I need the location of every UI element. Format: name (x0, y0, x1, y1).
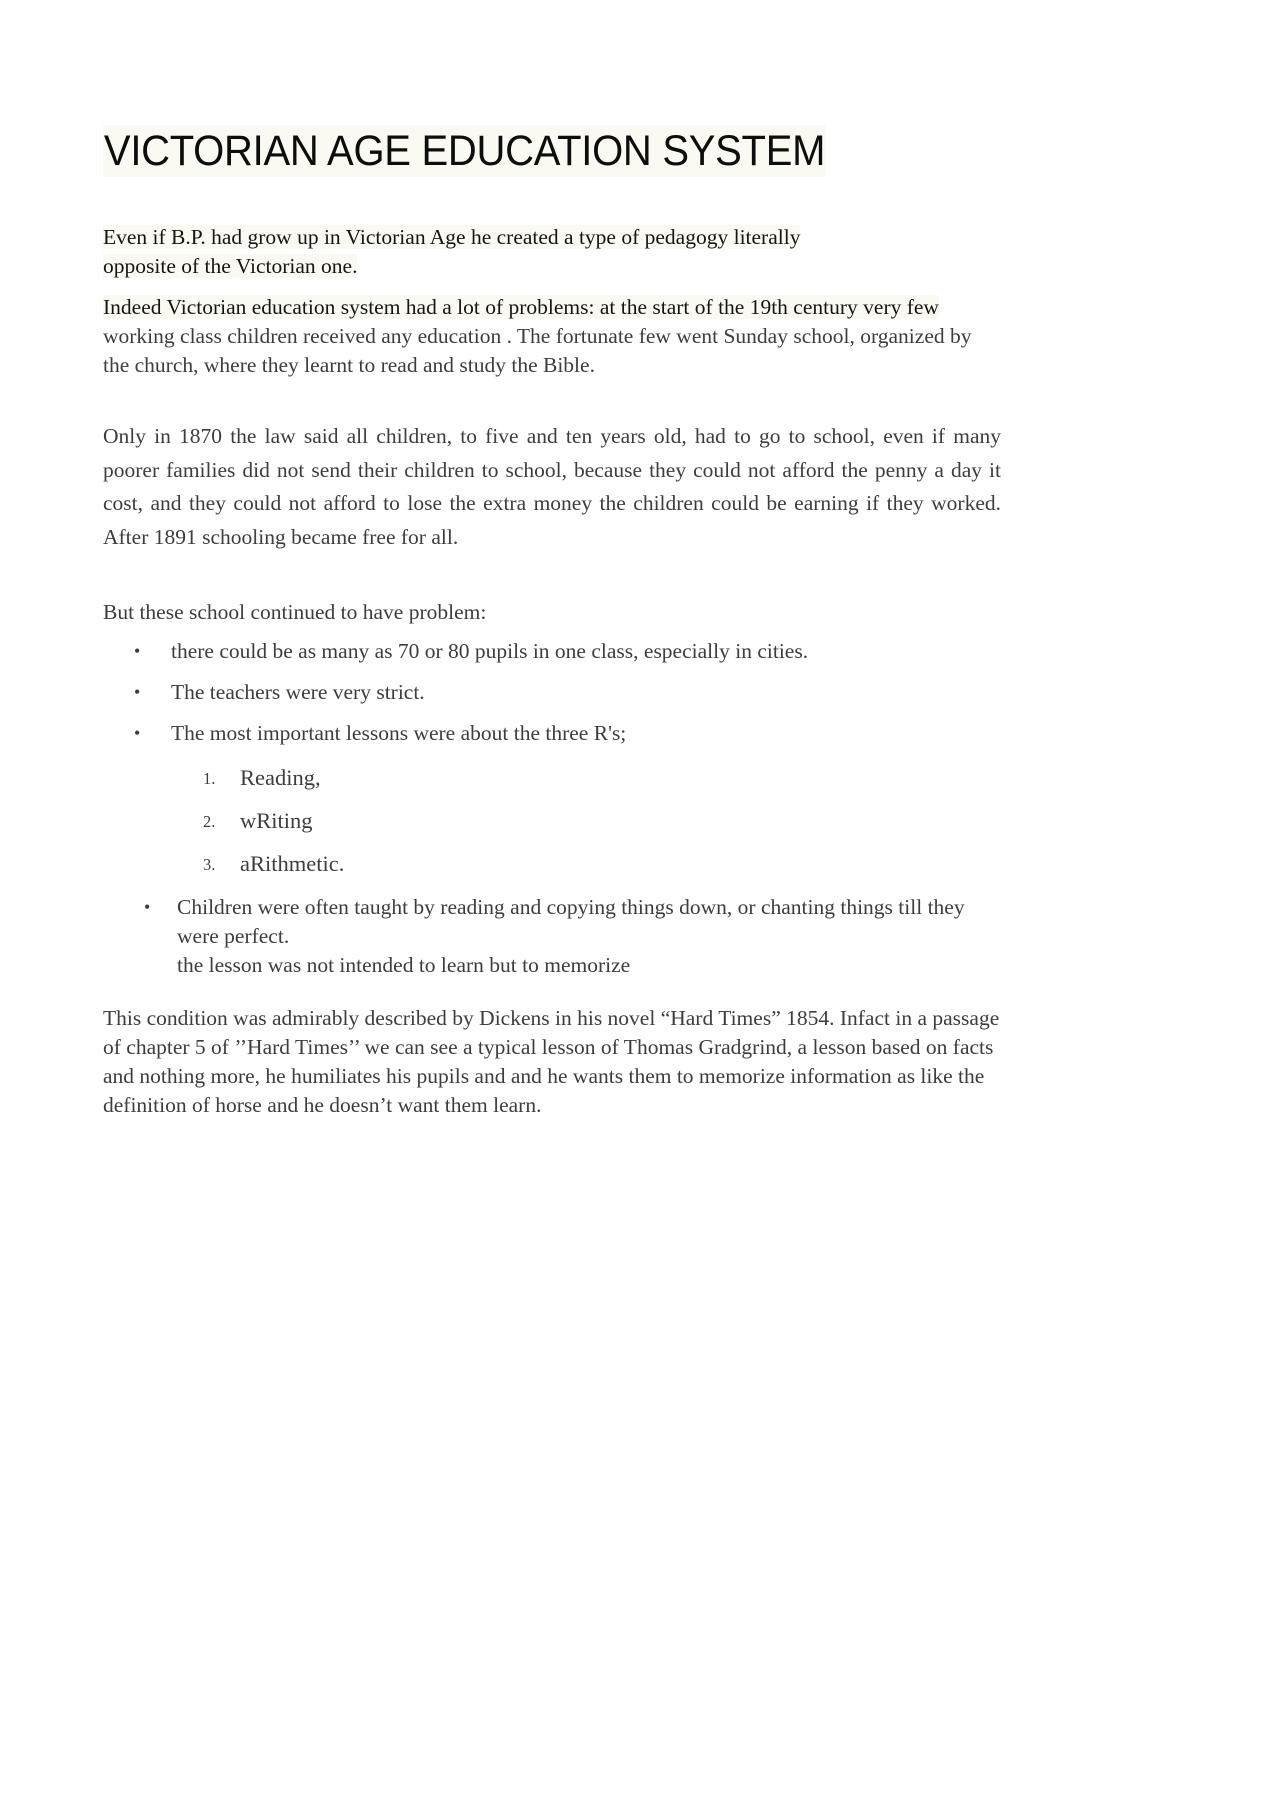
paragraph-dickens: This condition was admirably described by Dickens in his novel “Hard Times” 1854. Infact in a passage of chapter 5 of ’’Hard Times’’ we can see a typical lesson of Thomas Gradgrind, a lesson based on facts and nothing more, he humiliates his pupils and and he wants them to memorize information as like the definition of horse and he doesn’t want them learn. (103, 1006, 1000, 1117)
list-number: 1. (203, 769, 216, 788)
paragraph-indeed (103, 293, 1003, 380)
paragraph-but-problems: But these school continued to have problem: (103, 600, 487, 624)
paragraph-indeed-rest: working class children received any education . The fortunate few went Sunday school, organized by the church, where they learnt to read and study the Bible. (103, 324, 972, 377)
list-item (103, 678, 1003, 707)
problems-bullet-list (103, 637, 1003, 760)
paragraph-intro-line1: Even if B.P. had grow up in Victorian Age he created a type of pedagogy literally (103, 225, 801, 249)
chanting-bullet-list (103, 893, 1003, 980)
list-item-continuation: the lesson was not intended to learn but to memorize (177, 953, 631, 977)
list-item-label: The teachers were very strict. (171, 680, 425, 704)
list-number: 3. (203, 855, 216, 874)
list-item (103, 806, 803, 835)
list-number: 2. (203, 812, 216, 831)
list-item-label: Reading, (240, 765, 321, 790)
list-item (103, 893, 1003, 980)
list-item (103, 719, 1003, 748)
list-item (103, 763, 803, 792)
list-item-label: there could be as many as 70 or 80 pupils in one class, especially in cities. (171, 639, 809, 663)
bullet-icon: • (134, 723, 141, 743)
paragraph-indeed-highlight: Indeed Victorian education system had a lot of problems: at the start of the 19th century very few (103, 295, 939, 319)
bullet-icon: • (144, 897, 151, 917)
list-item-label: The most important lessons were about the three R's; (171, 721, 627, 745)
list-item (103, 849, 803, 878)
list-item (103, 637, 1003, 666)
list-item-label: aRithmetic. (240, 851, 345, 876)
page-title-text: VICTORIAN AGE EDUCATION SYSTEM (103, 127, 826, 175)
paragraph-intro (103, 223, 983, 281)
three-rs-numbered-list (103, 763, 803, 892)
list-item-label: Children were often taught by reading and copying things down, or chanting things till they were perfect. (177, 895, 965, 948)
page-title (103, 126, 826, 177)
bullet-icon: • (134, 641, 141, 661)
paragraph-law-1870: Only in 1870 the law said all children, to five and ten years old, had to go to school, even if many poorer families did not send their children to school, because they could not afford the penny a day it cost, and they could not afford to lose the extra money the children could be earning if they worked. After 1891 schooling became free for all. (103, 424, 1001, 549)
bullet-icon: • (134, 682, 141, 702)
list-item-label: wRiting (240, 808, 313, 833)
paragraph-intro-line2: opposite of the Victorian one. (103, 254, 358, 278)
